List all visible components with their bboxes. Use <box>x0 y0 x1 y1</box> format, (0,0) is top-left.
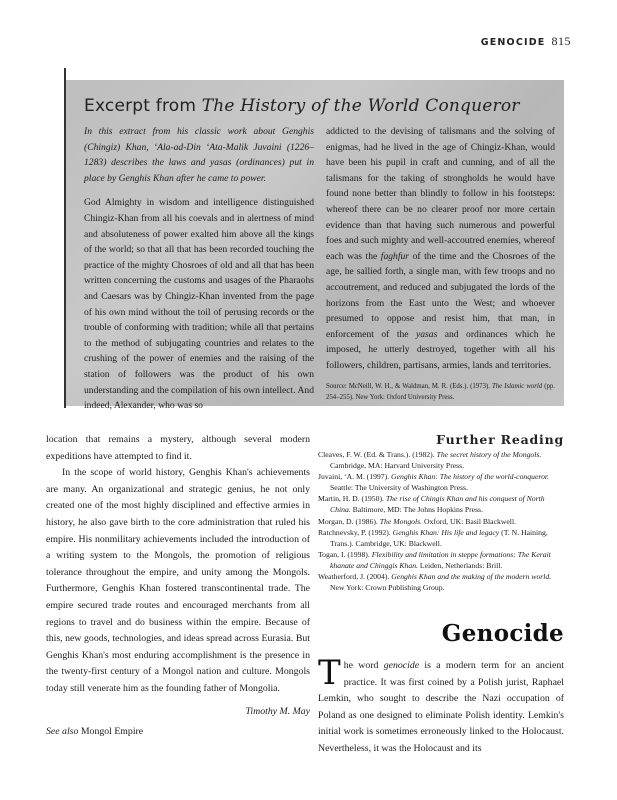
reference-author: Weatherford, J. (2004). <box>318 572 392 582</box>
reference-author: Morgan, D. (1986). <box>318 516 380 526</box>
reference-publisher: Seattle: The University of Washington Press. <box>330 483 468 493</box>
reference-item <box>318 449 564 471</box>
excerpt-intro: In this extract from his classic work about Genghis (Chingiz) Khan, ‘Ala-ad-Din ‘Ata-Malik Juvaini (1226–1283) describes the laws and yasas (ordinances) put in place by Genghis Khan after he came to power. <box>84 126 314 184</box>
source-title: The Islamic world <box>492 382 543 390</box>
running-head-label: GENOCIDE <box>480 37 546 48</box>
genocide-paragraph <box>318 653 564 758</box>
genocide-text: is a modern term for an ancient practice. It was first coined by a Polish jurist, Raphael Lemkin, who sought to describe the Nazi occupation of Poland as one designed to eliminate Polish identity. Lemkin's initial work is sometimes erroneously linked to the Holocaust. Nevertheless, it was the Holocaust and its <box>318 660 564 754</box>
reference-item <box>318 471 564 493</box>
excerpt-title-prefix: Excerpt from <box>84 96 202 116</box>
excerpt-term: faghfur <box>380 250 410 262</box>
excerpt-text: and ordinances which he imposed, he utterly destroyed, together with all his followers, children, partisans, armies, lands and territories. <box>326 328 555 371</box>
excerpt-text: addicted to the devising of talismans and the solving of enigmas, had he lived in the age of Chingiz-Khan, would have been his pupil in craft and cunning, and of all the talismans for the taking of strongholds he would have found none better than blindly to follow in his footsteps: whereof there can be no clearer proof nor more certain evidence than that having such numerous and powerful foes and such mighty and well-accoutred enemies, whereof each was the <box>326 126 555 262</box>
excerpt-term: yasas <box>415 328 438 340</box>
reference-publisher: New York: Crown Publishing Group. <box>330 583 445 593</box>
reference-title: Flexibility and limitation in steppe formations: The Kerait khanate and Chinggis Khan. <box>330 549 551 570</box>
genocide-body <box>318 653 564 758</box>
excerpt-left-column <box>84 124 314 414</box>
reference-publisher: Leiden, Netherlands: Brill. <box>417 560 503 570</box>
section-heading-genocide: Genocide <box>441 620 564 647</box>
reference-author: Togan, I. (1998). <box>318 549 372 559</box>
excerpt-paragraph: God Almighty in wisdom and intelligence distinguished Chingiz-Khan from all his coevals and in alertness of mind and absoluteness of power exalted him above all the kings of the world; so that all that has been recorded touching the practice of the mighty Chosroes of old and all that has been written concerning the customs and usages of the Pharaohs and Caesars was by Chingiz-Khan invented from the page of his own mind without the toil of perusing records or the trouble of conforming with tradition; while all that pertains to the method of subjugating countries and relates to the crushing of the power of enemies and the raising of the station of followers was the product of his own understanding and the compilation of his own intellect. And indeed, Alexander, who was so <box>84 197 314 412</box>
reference-author: Juvaini, ‘A. M. (1997). <box>318 472 392 482</box>
reference-author: Martin, H. D. (1950). <box>318 494 386 504</box>
source-text: (pp. 254–255). New York: Oxford University Press. <box>326 382 556 401</box>
genocide-text: he word <box>343 660 384 671</box>
reference-title: The rise of Chingis Khan and his conquest of North China. <box>330 494 545 515</box>
further-reading-heading: Further Reading <box>436 432 564 447</box>
running-head <box>481 34 571 49</box>
reference-item <box>318 527 564 549</box>
left-column <box>46 432 310 741</box>
excerpt-text: of the time and the Chosroes of the age, he sallied forth, a single man, with few troops and no accoutrement, and reduced and subjugated the lords of the horizons from the East unto the West; and whoever presumed to oppose and resist him, that man, in enforcement of the <box>326 250 555 340</box>
see-also-label: See also <box>46 726 79 738</box>
further-reading-list <box>318 449 564 593</box>
reference-title: Genghis Khan: His life and legacy <box>392 527 500 537</box>
see-also <box>46 724 310 741</box>
reference-title: The secret history of the Mongols. <box>436 450 542 459</box>
reference-publisher: (T. N. Haining, Trans.). Cambridge, UK: Blackwell. <box>330 527 548 548</box>
excerpt-source <box>326 381 555 403</box>
source-text: Source: McNeill, W. H., & Waldman, M. R. (Eds.). (1973). <box>326 382 492 390</box>
see-also-link: Mongol Empire <box>78 726 144 738</box>
excerpt-title-book: The History of the World Conqueror <box>201 96 520 116</box>
reference-publisher: Baltimore, MD: The Johns Hopkins Press. <box>350 505 483 515</box>
page-number: 815 <box>551 34 571 48</box>
reference-title: Genghis Khan: The history of the world-conqueror. <box>391 472 549 482</box>
body-paragraph: location that remains a mystery, although several modern expeditions have attempted to find it. <box>46 434 310 462</box>
reference-author: Ratchnevsky, P. (1992). <box>318 527 393 537</box>
reference-publisher: Oxford, UK: Basil Blackwell. <box>422 516 517 526</box>
body-paragraph: In the scope of world history, Genghis Khan's achievements are many. An organizational and strategic genius, he not only created one of the most highly disciplined and effective armies in history, he also gave birth to the core administration that ruled his empire. His nonmilitary achievements included the introduction of a writing system to the Mongols, the promotion of religious tolerance throughout the empire, and unity among the Mongols. Furthermore, Genghis Khan fostered transcontinental trade. The empire secured trade routes and encouraged merchants from all regions to travel and do business within the empire. Because of this, new goods, technologies, and ideas spread across Eurasia. But Genghis Khan's most enduring accomplishment is the presence in the twenty-first century of a Mongol nation and culture. Mongols today still venerate him as the founding father of Mongolia. <box>46 467 310 694</box>
reference-item <box>318 493 564 515</box>
reference-title: Genghis Khan and the making of the modern world. <box>391 572 552 582</box>
excerpt-continuation <box>326 124 555 374</box>
reference-item <box>318 516 564 527</box>
excerpt-rule <box>64 68 66 408</box>
author-signature: Timothy M. May <box>245 705 310 717</box>
reference-title: The Mongols. <box>379 516 423 526</box>
drop-cap: T <box>318 653 341 693</box>
genocide-term: genocide <box>383 660 420 671</box>
excerpt-title <box>84 96 520 116</box>
excerpt-right-column <box>326 124 555 403</box>
reference-item <box>318 549 564 571</box>
reference-publisher: Cambridge, MA: Harvard University Press. <box>330 461 465 471</box>
reference-author: Cleaves, F. W. (Ed. & Trans.). (1982). <box>318 450 437 459</box>
reference-item <box>318 571 564 593</box>
